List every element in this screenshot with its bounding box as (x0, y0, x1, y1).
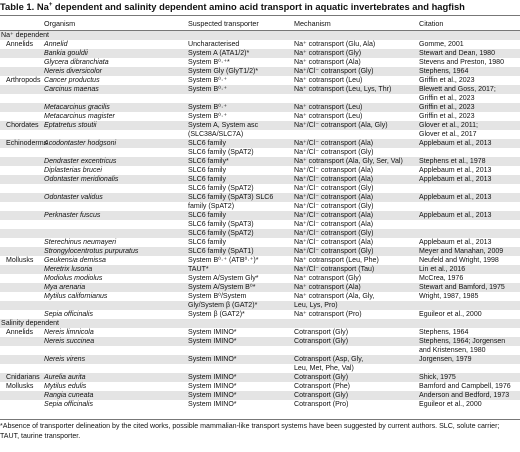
table-row (0, 184, 520, 193)
citation-cell: Applebaum et al., 2013 (419, 239, 492, 246)
transporter-cell: Uncharacterised (188, 41, 240, 48)
transporter-cell: SLC6 family (188, 212, 226, 219)
organism-cell: Aurelia aurita (44, 374, 86, 381)
citation-cell: Bamford and Campbell, 1976 (419, 383, 511, 390)
mechanism-cell: Na⁺ cotransport (Gly) (294, 50, 362, 57)
organism-cell: Odontaster meridionalis (44, 176, 119, 183)
organism-cell: Carcinus maenas (44, 86, 99, 93)
transporter-cell: SLC6 family (188, 239, 226, 246)
mechanism-cell: Cotransport (Gly) (294, 338, 349, 345)
transporter-cell: family (SpAT2) (188, 203, 235, 210)
table-row (0, 49, 520, 58)
header-citation: Citation (419, 19, 444, 28)
organism-cell: Nereis succinea (44, 338, 95, 345)
mechanism-cell: Na⁺ cotransport (Gly) (294, 275, 362, 282)
section-label: Arthropods (6, 77, 41, 84)
transporter-cell: System A/System Gly* (188, 275, 259, 282)
organism-cell: Nereis limnicola (44, 329, 94, 336)
mechanism-cell: Cotransport (Gly) (294, 329, 349, 336)
table-row (0, 130, 520, 139)
section-label: Annelids (6, 41, 34, 48)
table-row (0, 85, 520, 94)
citation-cell: McCrea, 1976 (419, 275, 464, 282)
mechanism-cell: Na⁺ cotransport (Ala, Gly, (294, 293, 375, 300)
mechanism-cell: Na⁺/Cl⁻ cotransport (Tau) (294, 266, 375, 273)
transporter-cell: (SLC38A/SLC7A) (188, 131, 244, 138)
table-row (0, 193, 520, 202)
mechanism-cell: Cotransport (Asp, Gly, (294, 356, 364, 363)
mechanism-cell: Na⁺ cotransport (Leu) (294, 113, 363, 120)
table-row (0, 310, 520, 319)
transporter-cell: System IMINO* (188, 329, 237, 336)
mechanism-cell: Cotransport (Gly) (294, 374, 349, 381)
table-row (0, 319, 520, 328)
transporter-cell: System B⁰·⁺ (188, 86, 228, 93)
organism-cell: Modiolus modiolus (44, 275, 103, 282)
organism-cell: Sepia officinalis (44, 311, 93, 318)
table-title: Table 1. Na+ dependent and salinity dependent amino acid transport in aquatic invertebrates and hagfish (0, 1, 465, 12)
table-row (0, 274, 520, 283)
table-row (0, 166, 520, 175)
mechanism-cell: Na⁺/Cl⁻ cotransport (Ala) (294, 140, 374, 147)
section-label: Cnidarians (6, 374, 40, 381)
mechanism-cell: Na⁺ cotransport (Leu) (294, 77, 363, 84)
table-row (0, 355, 520, 364)
mechanism-cell: Leu, Lys, Pro) (294, 302, 338, 309)
table-row (0, 139, 520, 148)
table-row (0, 40, 520, 49)
mechanism-cell: Na⁺/Cl⁻ cotransport (Ala) (294, 239, 374, 246)
table-row (0, 157, 520, 166)
top-rule (0, 15, 520, 16)
transporter-cell: System B⁰/System (188, 293, 247, 300)
table-row (0, 94, 520, 103)
transporter-cell: SLC6 family (SpAT3) SLC6 (188, 194, 274, 201)
citation-cell: Griffin et al., 2023 (419, 77, 475, 84)
mechanism-cell: Na⁺/Cl⁻ cotransport (Gly) (294, 149, 374, 156)
transporter-cell: SLC6 family* (188, 158, 229, 165)
organism-cell: Meretrix lusoria (44, 266, 93, 273)
mechanism-cell: Na⁺ cotransport (Leu) (294, 104, 363, 111)
transporter-cell: System Gly (GlyT1/2)* (188, 68, 259, 75)
citation-cell: Applebaum et al., 2013 (419, 194, 492, 201)
citation-cell: Stephens, 1964; Jorgensen (419, 338, 506, 345)
transporter-cell: System IMINO* (188, 383, 237, 390)
mechanism-cell: Cotransport (Pro) (294, 401, 349, 408)
transporter-cell: System B⁰·⁺* (188, 59, 230, 66)
mechanism-cell: Na⁺ cotransport (Ala) (294, 59, 361, 66)
mechanism-cell: Na⁺/Cl⁻ cotransport (Gly) (294, 248, 374, 255)
table-row (0, 202, 520, 211)
citation-cell: Anderson and Bedford, 1973 (419, 392, 510, 399)
table-row (0, 220, 520, 229)
mechanism-cell: Cotransport (Phe) (294, 383, 351, 390)
table-row (0, 121, 520, 130)
mechanism-cell: Na⁺/Cl⁻ cotransport (Ala) (294, 221, 374, 228)
organism-cell: Rangia cuneata (44, 392, 94, 399)
mechanism-cell: Na⁺/Cl⁻ cotransport (Gly) (294, 230, 374, 237)
transporter-cell: System B⁰·⁺ (ATB⁰·⁺)* (188, 257, 259, 264)
citation-cell: Jorgensen, 1979 (419, 356, 472, 363)
transporter-cell: SLC6 family (188, 140, 226, 147)
organism-cell: Odontaster validus (44, 194, 103, 201)
citation-cell: Stewart and Bamford, 1975 (419, 284, 505, 291)
mechanism-cell: Na⁺/Cl⁻ cotransport (Gly) (294, 203, 374, 210)
table-footnote: *Absence of transporter delineation by the cited works, possible mammalian-like transport systems have been suggested by current authors. SLC, solute carrier; TAUT, taurine transporter. (0, 423, 500, 440)
organism-cell: Bankia gouldii (44, 50, 88, 57)
transporter-cell: System A, System asc (188, 122, 259, 129)
citation-cell: Eguileor et al., 2000 (419, 401, 482, 408)
organism-cell: Metacarcinus gracilis (44, 104, 110, 111)
table-row (0, 247, 520, 256)
organism-cell: Glycera dibranchiata (44, 59, 109, 66)
organism-cell: Geukensia demissa (44, 257, 106, 264)
organism-cell: Mytilus edulis (44, 383, 87, 390)
mechanism-cell: Na⁺/Cl⁻ cotransport (Gly) (294, 68, 374, 75)
table-row (0, 211, 520, 220)
table-row (0, 148, 520, 157)
organism-cell: Nereis virens (44, 356, 86, 363)
transporter-cell: System IMINO* (188, 356, 237, 363)
section-label: Mollusks (6, 383, 34, 390)
section-label: Annelids (6, 329, 34, 336)
citation-cell: Wright, 1987, 1985 (419, 293, 479, 300)
citation-cell: Stephens, 1964 (419, 68, 469, 75)
table-row (0, 346, 520, 355)
citation-cell: Applebaum et al., 2013 (419, 176, 492, 183)
transporter-cell: System IMINO* (188, 338, 237, 345)
table-row (0, 265, 520, 274)
citation-cell: Glover et al., 2011; (419, 122, 479, 129)
organism-cell: Strongylocentrotus purpuratus (44, 248, 139, 255)
table-row (0, 337, 520, 346)
transporter-cell: System IMINO* (188, 392, 237, 399)
organism-cell: Mytilus californianus (44, 293, 108, 300)
table-row (0, 292, 520, 301)
table-row (0, 103, 520, 112)
citation-cell: Shick, 1975 (419, 374, 456, 381)
organism-cell: Acodontaster hodgsoni (44, 140, 117, 147)
transporter-cell: Gly/System β (GAT2)* (188, 302, 258, 309)
citation-cell: Glover et al., 2017 (419, 131, 477, 138)
table-row (0, 364, 520, 373)
transporter-cell: SLC6 family (188, 167, 226, 174)
citation-cell: Griffin et al., 2023 (419, 113, 475, 120)
table-row (0, 391, 520, 400)
table-row (0, 31, 520, 40)
transporter-cell: System IMINO* (188, 401, 237, 408)
citation-cell: Applebaum et al., 2013 (419, 212, 492, 219)
mechanism-cell: Na⁺/Cl⁻ cotransport (Ala) (294, 176, 374, 183)
citation-cell: Gomme, 2001 (419, 41, 464, 48)
organism-cell: Cancer productus (44, 77, 100, 84)
citation-cell: Blewett and Goss, 2017; (419, 86, 496, 93)
header-mechanism: Mechanism (294, 19, 331, 28)
transporter-cell: SLC6 family (188, 176, 226, 183)
transporter-cell: System β (GAT2)* (188, 311, 245, 318)
table-row (0, 58, 520, 67)
mechanism-cell: Leu, Met, Phe, Val) (294, 365, 354, 372)
section-label: Echinoderms (6, 140, 48, 147)
mechanism-cell: Na⁺/Cl⁻ cotransport (Ala) (294, 167, 374, 174)
table-row (0, 256, 520, 265)
organism-cell: Metacarcinus magister (44, 113, 115, 120)
section-label: Na⁺ dependent (1, 32, 49, 39)
citation-cell: Griffin et al., 2023 (419, 95, 475, 102)
table-row (0, 112, 520, 121)
section-label: Salinity dependent (1, 320, 59, 327)
mechanism-cell: Na⁺ cotransport (Ala) (294, 284, 361, 291)
mechanism-cell: Na⁺ cotransport (Leu, Phe) (294, 257, 379, 264)
mechanism-cell: Na⁺/Cl⁻ cotransport (Gly) (294, 185, 374, 192)
table-row (0, 400, 520, 409)
table-row (0, 229, 520, 238)
table-row (0, 283, 520, 292)
organism-cell: Sterechinus neumayeri (44, 239, 117, 246)
organism-cell: Dendraster excentricus (44, 158, 117, 165)
transporter-cell: TAUT* (188, 266, 209, 273)
transporter-cell: System B⁰·⁺ (188, 113, 228, 120)
citation-cell: Stevens and Preston, 1980 (419, 59, 505, 66)
organism-cell: Diplasterias brucei (44, 167, 102, 174)
transporter-cell: SLC6 family (SpAT1) (188, 248, 254, 255)
transporter-cell: System IMINO* (188, 374, 237, 381)
transporter-cell: SLC6 family (SpAT2) (188, 185, 254, 192)
table-row (0, 382, 520, 391)
citation-cell: Stephens et al., 1978 (419, 158, 486, 165)
mechanism-cell: Na⁺/Cl⁻ cotransport (Ala, Gly) (294, 122, 388, 129)
section-label: Chordates (6, 122, 39, 129)
citation-cell: Applebaum et al., 2013 (419, 140, 492, 147)
citation-cell: Neufeld and Wright, 1998 (419, 257, 499, 264)
mechanism-cell: Na⁺ cotransport (Leu, Lys, Thr) (294, 86, 392, 93)
citation-cell: Stephens, 1964 (419, 329, 469, 336)
organism-cell: Nereis diversicolor (44, 68, 102, 75)
organism-cell: Eptatretus stoutii (44, 122, 97, 129)
citation-cell: Griffin et al., 2023 (419, 104, 475, 111)
citation-cell: and Kristensen, 1980 (419, 347, 486, 354)
mechanism-cell: Na⁺/Cl⁻ cotransport (Ala) (294, 194, 374, 201)
citation-cell: Stewart and Dean, 1980 (419, 50, 496, 57)
transporter-cell: SLC6 family (SpAT2) (188, 149, 254, 156)
mechanism-cell: Na⁺ cotransport (Glu, Ala) (294, 41, 376, 48)
mechanism-cell: Na⁺ cotransport (Pro) (294, 311, 362, 318)
transporter-cell: SLC6 family (SpAT2) (188, 230, 254, 237)
table-row (0, 175, 520, 184)
bottom-rule (0, 419, 520, 420)
citation-cell: Applebaum et al., 2013 (419, 167, 492, 174)
table-row (0, 328, 520, 337)
transporter-cell: System B⁰·⁺ (188, 77, 228, 84)
header-organism: Organism (44, 19, 76, 28)
transporter-cell: System A/System B⁰* (188, 284, 256, 291)
table-row (0, 67, 520, 76)
table-row (0, 301, 520, 310)
table-row (0, 238, 520, 247)
mechanism-cell: Cotransport (Gly) (294, 392, 349, 399)
organism-cell: Annelid (44, 41, 68, 48)
section-label: Mollusks (6, 257, 34, 264)
table-row (0, 373, 520, 382)
header-transporter: Suspected transporter (188, 19, 259, 28)
organism-cell: Mya arenaria (44, 284, 86, 291)
mechanism-cell: Na⁺ cotransport (Ala, Gly, Ser, Val) (294, 158, 403, 165)
transporter-cell: System B⁰·⁺ (188, 104, 228, 111)
citation-cell: Eguileor et al., 2000 (419, 311, 482, 318)
transporter-cell: SLC6 family (SpAT3) (188, 221, 254, 228)
citation-cell: Meyer and Manahan, 2009 (419, 248, 504, 255)
organism-cell: Sepia officinalis (44, 401, 93, 408)
citation-cell: Lin et al., 2016 (419, 266, 466, 273)
organism-cell: Perknaster fuscus (44, 212, 101, 219)
transporter-cell: System A (ATA1/2)* (188, 50, 250, 57)
mechanism-cell: Na⁺/Cl⁻ cotransport (Ala) (294, 212, 374, 219)
table-row (0, 76, 520, 85)
